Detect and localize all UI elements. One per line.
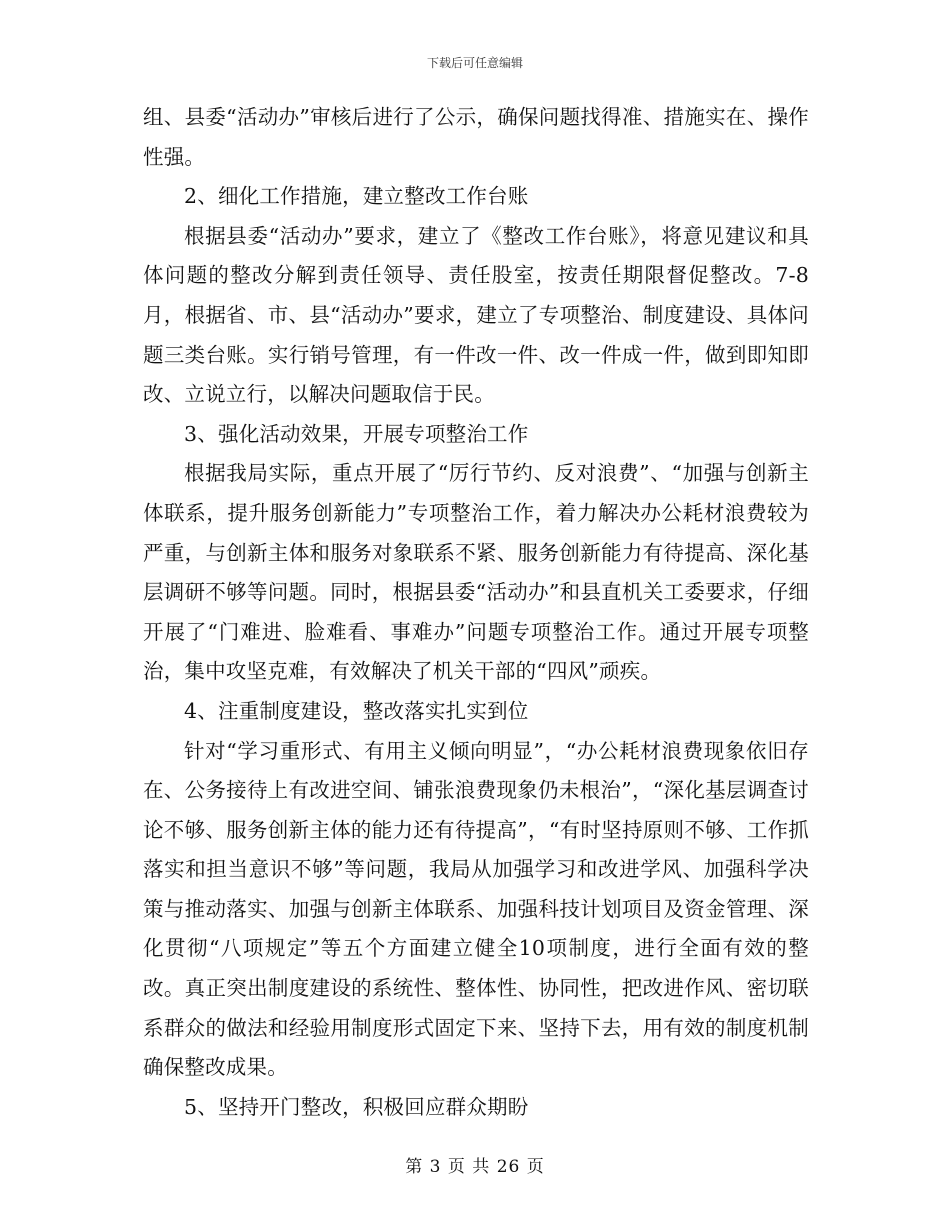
section-heading-3: 3、强化活动效果，开展专项整治工作: [184, 421, 529, 446]
paragraph-ledger: 根据县委“活动办”要求，建立了《整改工作台账》，将意见建议和具体问题的整改分解到责任领导、责任股室，按责任期限督促整改。7-8月，根据省、市、县“活动办”要求，建立了专项整治、制度建设、具体问题三类台账。实行销号管理，有一件改一件、改一件成一件，做到即知即改、立说立行，以解决问题取信于民。: [143, 223, 809, 407]
paragraph-institution-building: 针对“学习重形式、有用主义倾向明显”，“办公耗材浪费现象依旧存在、公务接待上有改进空间、铺张浪费现象仍未根治”，“深化基层调查讨论不够、服务创新主体的能力还有待提高”，“有时坚持原则不够、工作抓落实和担当意识不够”等问题，我局从加强学习和改进学风、加强科学决策与推动落实、加强与创新主体联系、加强科技计划项目及资金管理、深化贯彻“八项规定”等五个方面建立健全10项制度，进行全面有效的整改。真正突出制度建设的系统性、整体性、协同性，把改进作风、密切联系群众的做法和经验用制度形式固定下来、坚持下去，用有效的制度机制确保整改成果。: [143, 738, 809, 1080]
paragraph-special-rectification: 根据我局实际，重点开展了“厉行节约、反对浪费”、“加强与创新主体联系，提升服务创新能力”专项整治工作，着力解决办公耗材浪费较为严重，与创新主体和服务对象联系不紧、服务创新能力有待提高、深化基层调研不够等问题。同时，根据县委“活动办”和县直机关工委要求，仔细开展了“门难进、脸难看、事难办”问题专项整治工作。通过开展专项整治，集中攻坚克难，有效解决了机关干部的“四风”顽疾。: [143, 461, 809, 684]
document-body: [143, 98, 809, 1127]
section-heading-4: 4、注重制度建设，整改落实扎实到位: [184, 698, 529, 723]
paragraph-continuation: 组、县委“活动办”审核后进行了公示，确保问题找得准、措施实在、操作性强。: [143, 105, 809, 169]
page-number: 第 3 页 共 26 页: [405, 1157, 545, 1177]
download-note: 下载后可任意编辑: [426, 56, 523, 70]
section-heading-5: 5、坚持开门整改，积极回应群众期盼: [184, 1094, 529, 1119]
section-heading-2: 2、细化工作措施，建立整改工作台账: [184, 184, 529, 209]
